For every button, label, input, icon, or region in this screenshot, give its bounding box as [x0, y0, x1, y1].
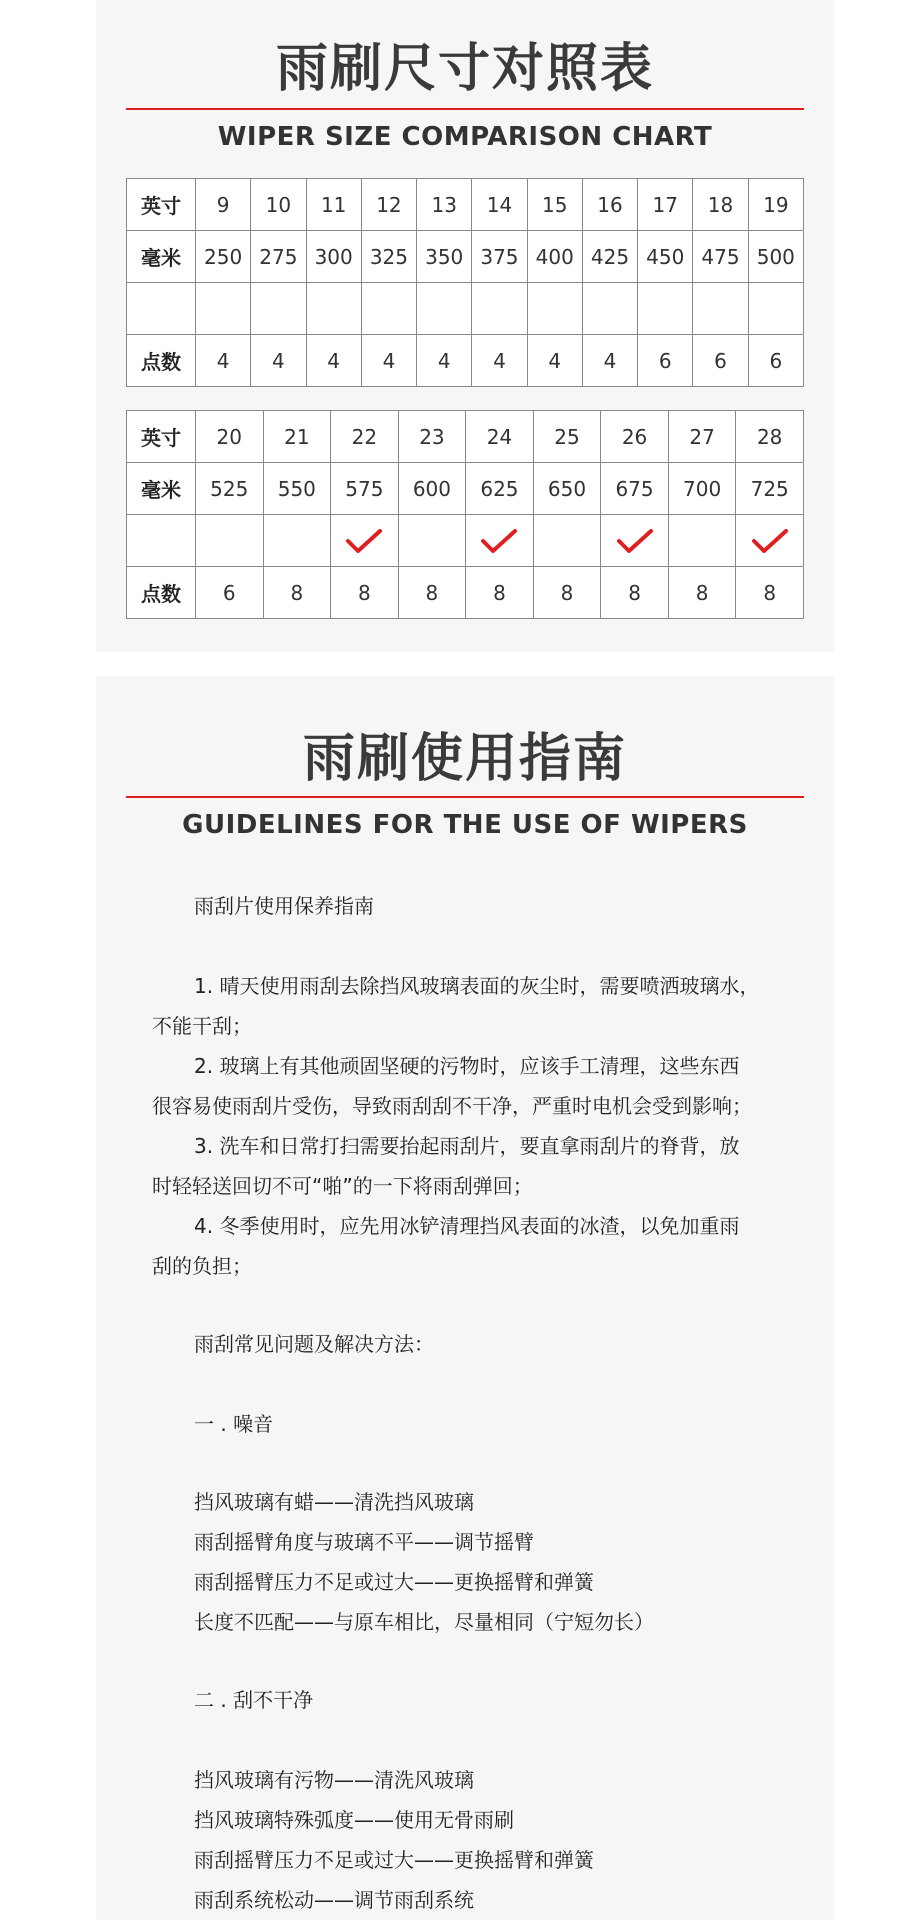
mm-cell: 350: [417, 231, 472, 283]
guide-heading: 雨刮片使用保养指南: [194, 894, 374, 918]
check-cell: [736, 515, 804, 567]
check-cell: [331, 515, 399, 567]
points-cell: 8: [263, 567, 331, 619]
noise-item-2: 雨刮摇臂角度与玻璃不平——调节摇臂: [194, 1530, 534, 1554]
check-cell: [417, 283, 472, 335]
mm-cell: 500: [748, 231, 803, 283]
check-cell: [466, 515, 534, 567]
mm-cell: 525: [196, 463, 264, 515]
inch-cell: 9: [196, 179, 251, 231]
points-cell: 8: [331, 567, 399, 619]
inch-cell: 11: [306, 179, 361, 231]
row-label-points: 点数: [127, 335, 196, 387]
row-label-inch: 英寸: [127, 179, 196, 231]
inch-cell: 23: [398, 411, 466, 463]
noise-item-3: 雨刮摇臂压力不足或过大——更换摇臂和弹簧: [194, 1570, 594, 1594]
guide-item-3: 3. 洗车和日常打扫需要抬起雨刮片，要直拿雨刮片的脊背，放: [194, 1134, 740, 1158]
mm-cell: 475: [693, 231, 748, 283]
inch-cell: 13: [417, 179, 472, 231]
guide-item-3-cont: 时轻轻送回切不可“啪”的一下将雨刮弹回；: [152, 1174, 533, 1198]
mm-cell: 625: [466, 463, 534, 515]
mm-cell: 375: [472, 231, 527, 283]
guide-title: 雨刷使用指南: [302, 729, 627, 789]
check-cell: [638, 283, 693, 335]
inch-cell: 17: [638, 179, 693, 231]
points-cell: 4: [196, 335, 251, 387]
inch-cell: 19: [748, 179, 803, 231]
points-cell: 8: [601, 567, 669, 619]
size-table-1: [126, 178, 804, 387]
mm-cell: 425: [582, 231, 637, 283]
check-cell: [361, 283, 416, 335]
guide-item-2-cont: 很容易使雨刮片受伤，导致雨刮刮不干净，严重时电机会受到影响；: [152, 1094, 752, 1118]
points-row: [127, 335, 804, 387]
inch-cell: 12: [361, 179, 416, 231]
mm-cell: 325: [361, 231, 416, 283]
unclean-item-1: 挡风玻璃有污物——清洗风玻璃: [194, 1768, 474, 1792]
row-label-mm: 毫米: [127, 231, 196, 283]
guide-subtitle: GUIDELINES FOR THE USE OF WIPERS: [182, 810, 748, 840]
mm-cell: 300: [306, 231, 361, 283]
size-chart-title: 雨刷尺寸对照表: [275, 39, 654, 99]
inch-cell: 21: [263, 411, 331, 463]
mm-cell: 725: [736, 463, 804, 515]
points-row: [127, 567, 804, 619]
check-cell: [533, 515, 601, 567]
points-cell: 4: [527, 335, 582, 387]
row-label-inch: 英寸: [127, 411, 196, 463]
noise-item-1: 挡风玻璃有蜡——清洗挡风玻璃: [194, 1490, 474, 1514]
points-cell: 4: [472, 335, 527, 387]
unclean-item-3: 雨刮摇臂压力不足或过大——更换摇臂和弹簧: [194, 1848, 594, 1872]
size-chart-panel: [96, 0, 834, 652]
mm-cell: 575: [331, 463, 399, 515]
inch-row: [127, 411, 804, 463]
inch-cell: 27: [668, 411, 736, 463]
guide-panel: [96, 676, 834, 1920]
points-cell: 4: [251, 335, 306, 387]
mm-cell: 550: [263, 463, 331, 515]
mm-cell: 600: [398, 463, 466, 515]
inch-cell: 25: [533, 411, 601, 463]
noise-item-4: 长度不匹配——与原车相比，尽量相同（宁短勿长）: [194, 1610, 654, 1634]
unclean-item-4: 雨刮系统松动——调节雨刮系统: [194, 1888, 474, 1912]
check-cell: [472, 283, 527, 335]
row-label-empty: [127, 283, 196, 335]
guide-item-1: 1. 晴天使用雨刮去除挡风玻璃表面的灰尘时，需要喷洒玻璃水，: [194, 974, 760, 998]
mm-cell: 650: [533, 463, 601, 515]
inch-cell: 22: [331, 411, 399, 463]
section-noise-heading: 一 . 噪音: [194, 1412, 274, 1436]
points-cell: 8: [398, 567, 466, 619]
points-cell: 6: [638, 335, 693, 387]
mm-cell: 450: [638, 231, 693, 283]
check-row: [127, 515, 804, 567]
check-cell: [582, 283, 637, 335]
guide-item-4: 4. 冬季使用时，应先用冰铲清理挡风表面的冰渣，以免加重雨: [194, 1214, 740, 1238]
mm-row: [127, 463, 804, 515]
faq-heading: 雨刮常见问题及解决方法：: [194, 1332, 434, 1356]
points-cell: 6: [196, 567, 264, 619]
guide-item-4-cont: 刮的负担；: [152, 1254, 252, 1278]
points-cell: 8: [736, 567, 804, 619]
check-mark-icon: [752, 528, 788, 554]
inch-cell: 20: [196, 411, 264, 463]
check-cell: [196, 515, 264, 567]
points-cell: 8: [668, 567, 736, 619]
guide-item-1-cont: 不能干刮；: [152, 1014, 252, 1038]
check-mark-icon: [481, 528, 517, 554]
inch-row: [127, 179, 804, 231]
check-cell: [306, 283, 361, 335]
check-mark-icon: [346, 528, 382, 554]
row-label-points: 点数: [127, 567, 196, 619]
check-cell: [251, 283, 306, 335]
points-cell: 6: [693, 335, 748, 387]
inch-cell: 26: [601, 411, 669, 463]
points-cell: 4: [306, 335, 361, 387]
check-cell: [601, 515, 669, 567]
unclean-item-2: 挡风玻璃特殊弧度——使用无骨雨刷: [194, 1808, 514, 1832]
row-label-empty: [127, 515, 196, 567]
check-cell: [263, 515, 331, 567]
inch-cell: 16: [582, 179, 637, 231]
mm-cell: 275: [251, 231, 306, 283]
guide-item-2: 2. 玻璃上有其他顽固坚硬的污物时，应该手工清理，这些东西: [194, 1054, 740, 1078]
points-cell: 8: [466, 567, 534, 619]
points-cell: 4: [582, 335, 637, 387]
row-label-mm: 毫米: [127, 463, 196, 515]
title-divider: [126, 796, 804, 798]
mm-cell: 675: [601, 463, 669, 515]
inch-cell: 18: [693, 179, 748, 231]
points-cell: 4: [361, 335, 416, 387]
check-cell: [668, 515, 736, 567]
mm-cell: 700: [668, 463, 736, 515]
inch-cell: 15: [527, 179, 582, 231]
points-cell: 8: [533, 567, 601, 619]
title-divider: [126, 108, 804, 110]
inch-cell: 10: [251, 179, 306, 231]
check-cell: [748, 283, 803, 335]
points-cell: 6: [748, 335, 803, 387]
inch-cell: 24: [466, 411, 534, 463]
mm-cell: 400: [527, 231, 582, 283]
size-table-2: [126, 410, 804, 619]
points-cell: 4: [417, 335, 472, 387]
check-cell: [527, 283, 582, 335]
check-mark-icon: [617, 528, 653, 554]
check-cell: [693, 283, 748, 335]
mm-row: [127, 231, 804, 283]
check-cell: [196, 283, 251, 335]
section-unclean-heading: 二 . 刮不干净: [194, 1688, 314, 1712]
size-chart-subtitle: WIPER SIZE COMPARISON CHART: [217, 122, 713, 152]
check-cell: [398, 515, 466, 567]
mm-cell: 250: [196, 231, 251, 283]
check-row: [127, 283, 804, 335]
inch-cell: 28: [736, 411, 804, 463]
inch-cell: 14: [472, 179, 527, 231]
